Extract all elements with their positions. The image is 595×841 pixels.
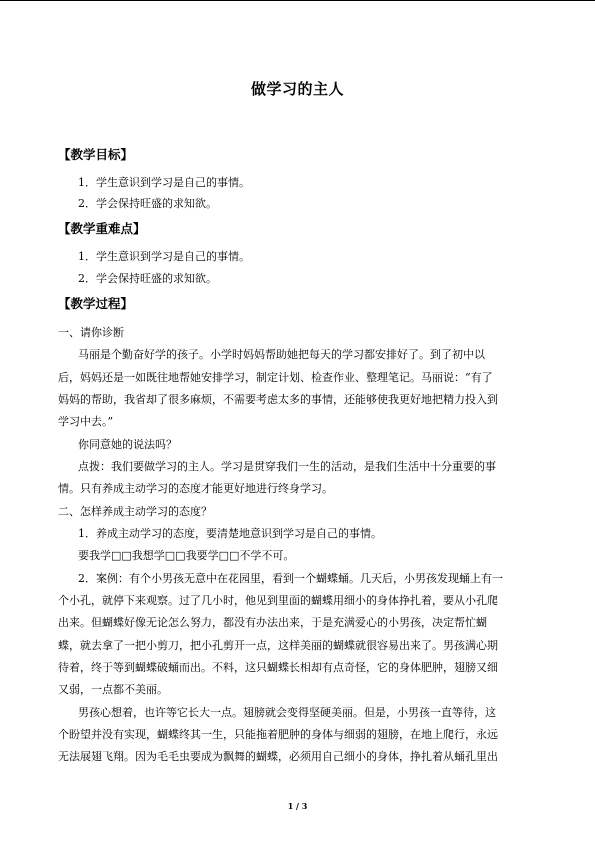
body-line: 马丽是个勤奋好学的孩子。小学时妈妈帮助她把每天的学习都安排好了。到了初中以: [78, 348, 485, 361]
body-line: 你同意她的说法吗？: [78, 438, 177, 451]
body-line: 又弱，一点都不美丽。: [58, 683, 168, 696]
body-line: 情。只有养成主动学习的态度才能更好地进行终身学习。: [58, 482, 333, 495]
body-line: 点拨：我们要做学习的主人。学习是贯穿我们一生的活动，是我们生活中十分重要的事: [78, 460, 496, 473]
section-heading-process: 【教学过程】: [58, 296, 134, 311]
section-heading-goals: 【教学目标】: [58, 147, 134, 162]
goals-item: 2．学会保持旺盛的求知欲。: [78, 197, 217, 210]
body-line: 出来。但蝴蝶好像无论怎么努力，都没有办法出来，于是充满爱心的小男孩，决定帮忙蝴: [58, 616, 487, 629]
body-line: 个盼望并没有实现，蝴蝶终其一生，只能拖着肥肿的身体与细弱的翅膀，在地上爬行，永远: [58, 728, 498, 741]
body-line: 无法展翅飞翔。因为毛毛虫要成为飘舞的蝴蝶，必须用自己细小的身体，挣扎着从蛹孔里出: [58, 750, 498, 763]
body-line: 后，妈妈还是一如既往地帮她安排学习，制定计划、检查作业、整理笔记。马丽说：“有了: [58, 371, 493, 384]
key-points-item: 1．学生意识到学习是自己的事情。: [78, 250, 250, 263]
body-line: 待着，终于等到蝴蝶破蛹而出。不料，这只蝴蝶长相却有点奇怪，它的身体肥肿，翅膀又细: [58, 661, 498, 674]
page-number: 1 / 3: [287, 801, 308, 811]
document-title: 做学习的主人: [250, 80, 344, 98]
body-line: 二、怎样养成主动学习的态度？: [58, 505, 212, 518]
body-line: 男孩心想着，也许等它长大一点。翅膀就会变得坚硬美丽。但是，小男孩一直等待，这: [78, 706, 496, 719]
body-line: 1．养成主动学习的态度，要清楚地意识到学习是自己的事情。: [78, 527, 382, 540]
goals-item: 1．学生意识到学习是自己的事情。: [78, 176, 250, 189]
body-line: 妈妈的帮助，我省却了很多麻烦，不需要考虑太多的事情，还能够使我更好地把精力投入到: [58, 393, 498, 406]
body-line: 要我学□□我想学□□我要学□□不学不可。: [78, 549, 295, 562]
key-points-item: 2．学会保持旺盛的求知欲。: [78, 272, 217, 285]
body-line: 学习中去。”: [58, 415, 114, 428]
body-line: 蝶，就去拿了一把小剪刀，把小孔剪开一点，这样美丽的蝴蝶就很容易出来了。男孩满心期: [58, 639, 498, 652]
body-line: 个小孔，就停下来观察。过了几小时，他见到里面的蝴蝶用细小的身体挣扎着，要从小孔爬: [58, 594, 498, 607]
body-line: 一、请你诊断: [58, 326, 124, 339]
body-line: 2．案例：有个小男孩无意中在花园里，看到一个蝴蝶蛹。几天后，小男孩发现蛹上有一: [78, 572, 503, 585]
section-heading-key-points: 【教学重难点】: [58, 221, 146, 236]
